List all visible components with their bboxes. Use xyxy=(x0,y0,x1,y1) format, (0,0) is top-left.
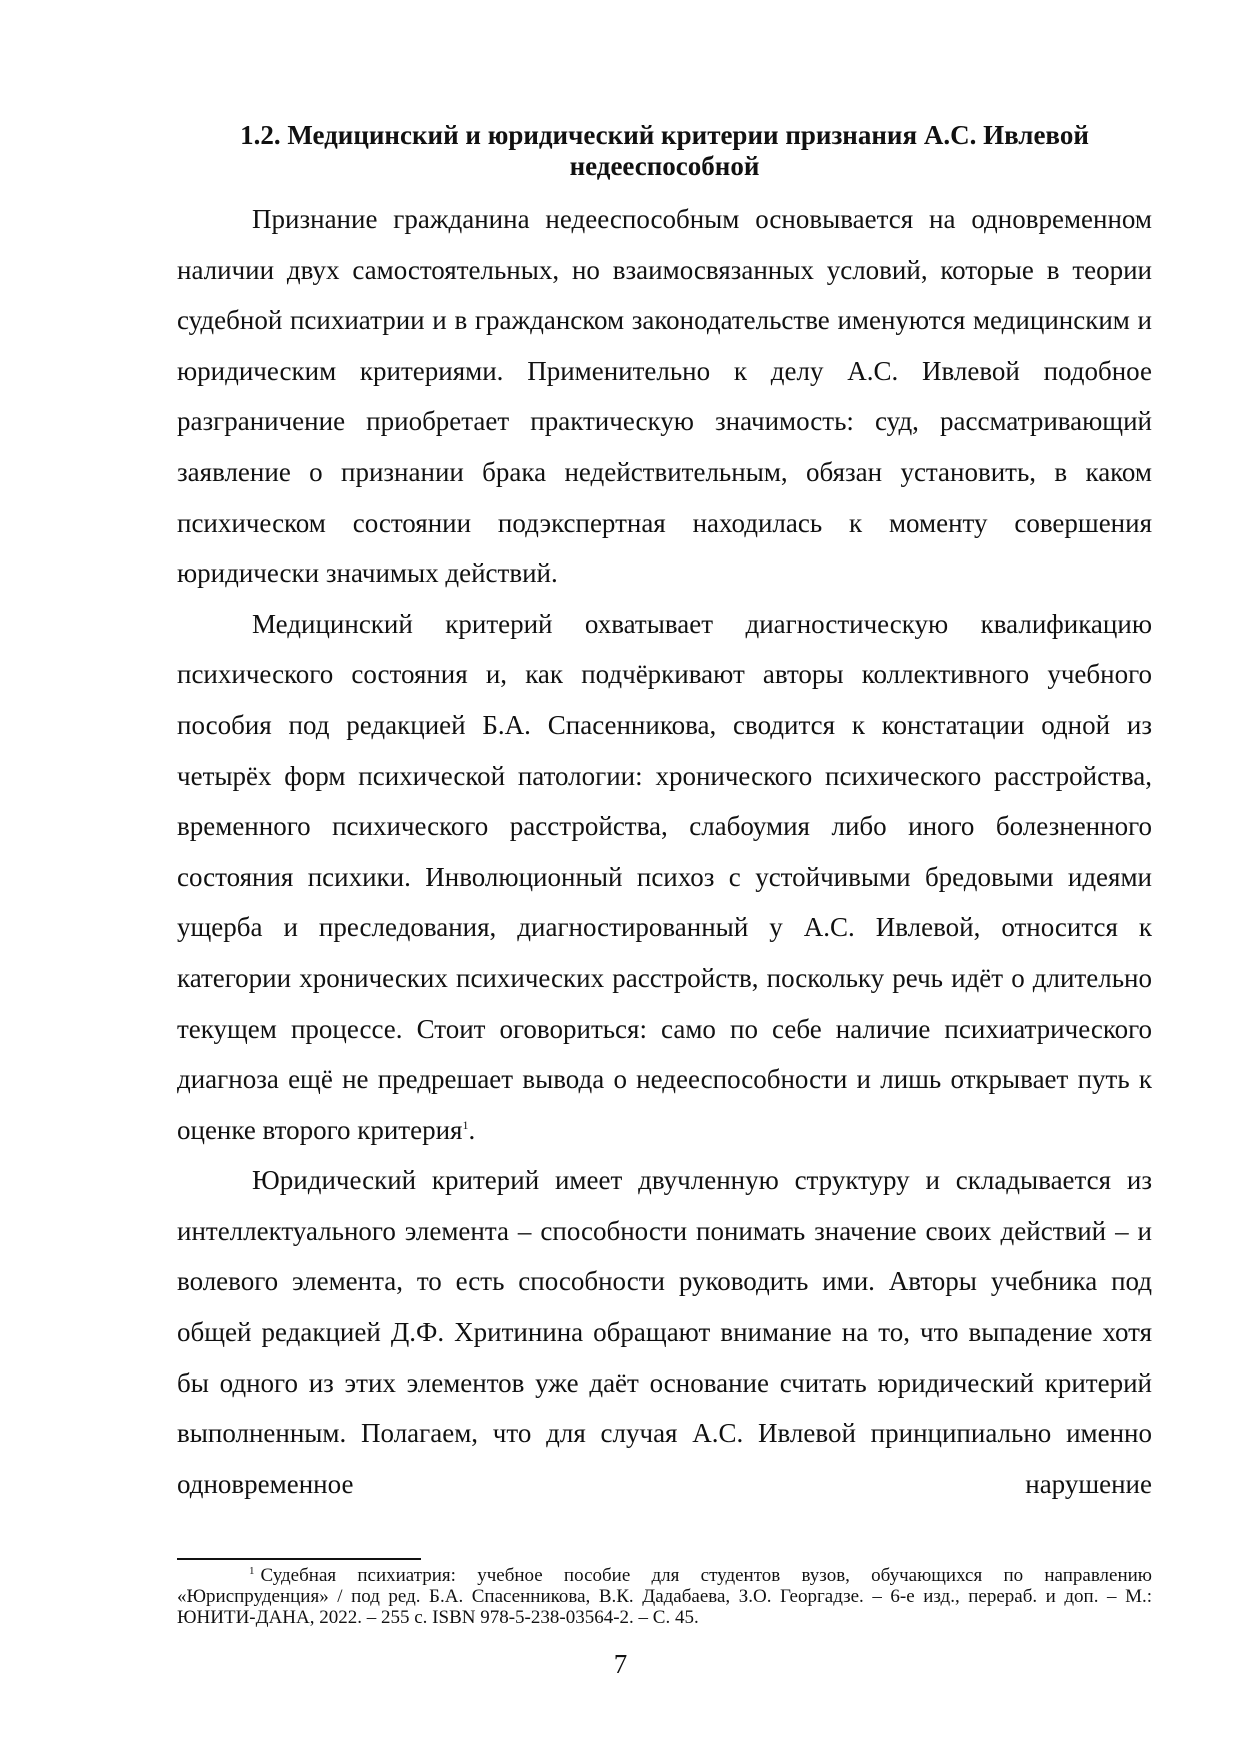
footnote-separator xyxy=(177,1558,421,1560)
section-heading-line-2: недееспособной xyxy=(569,151,760,181)
footnote-reference[interactable]: 1 xyxy=(462,1117,469,1132)
section-heading xyxy=(177,120,1152,182)
footnote xyxy=(177,1565,1152,1628)
paragraph-3 xyxy=(177,1155,1152,1509)
paragraph-2-tail: . xyxy=(468,1114,476,1145)
section-heading-line-1: 1.2. Медицинский и юридический критерии признания А.С. Ивлевой xyxy=(240,120,1089,150)
page-number: 7 xyxy=(613,1649,628,1679)
body-text xyxy=(177,194,1152,1509)
paragraph-2-text: Медицинский критерий охватывает диагностическую квалификацию психического состояния и, как подчёркивают авторы коллективного учебного пособия под редакцией Б.А. Спасенникова, сводится к констатации одной из четырёх форм психической патологии: хронического психического расстройства, временного психического расстройства, слабоумия либо иного болезненного состояния психики. Инволюционный психоз с устойчивыми бредовыми идеями ущерба и преследования, диагностированный у А.С. Ивлевой, относится к категории хронических психических расстройств, поскольку речь идёт о длительно текущем процессе. Стоит оговориться: само по себе наличие психиатрического диагноза ещё не предрешает вывода о недееспособности и лишь открывает путь к оценке второго критерия xyxy=(177,608,1152,1145)
paragraph-1 xyxy=(177,194,1152,599)
paragraph-1-text: Признание гражданина недееспособным основывается на одновременном наличии двух самостоятельных, но взаимосвязанных условий, которые в теории судебной психиатрии и в гражданском законодательстве именуются медицинским и юридическим критериями. Применительно к делу А.С. Ивлевой подобное разграничение приобретает практическую значимость: суд, рассматривающий заявление о признании брака недействительным, обязан установить, в каком психическом состоянии подэкспертная находилась к моменту совершения юридически значимых действий. xyxy=(177,204,1152,589)
paragraph-3-text: Юридический критерий имеет двучленную структуру и складывается из интеллектуального элемента – способности понимать значение своих действий – и волевого элемента, то есть способности руководить ими. Авторы учебника под общей редакцией Д.Ф. Хритинина обращают внимание на то, что выпадение хотя бы одного из этих элементов уже даёт основание считать юридический критерий выполненным. Полагаем, что для случая А.С. Ивлевой принципиально именно одновременное нарушение xyxy=(177,1165,1152,1499)
footnote-text: Судебная психиатрия: учебное пособие для студентов вузов, обучающихся по направлению «Юриспруденция» / под ред. Б.А. Спасенникова, В.К. Дадабаева, З.О. Георгадзе. – 6-е изд., перераб. и доп. – М.: ЮНИТИ-ДАНА, 2022. – 255 с. ISBN 978-5-238-03564-2. – С. 45. xyxy=(177,1565,1152,1628)
paragraph-2 xyxy=(177,599,1152,1156)
footnote-mark: 1 xyxy=(249,1564,255,1577)
